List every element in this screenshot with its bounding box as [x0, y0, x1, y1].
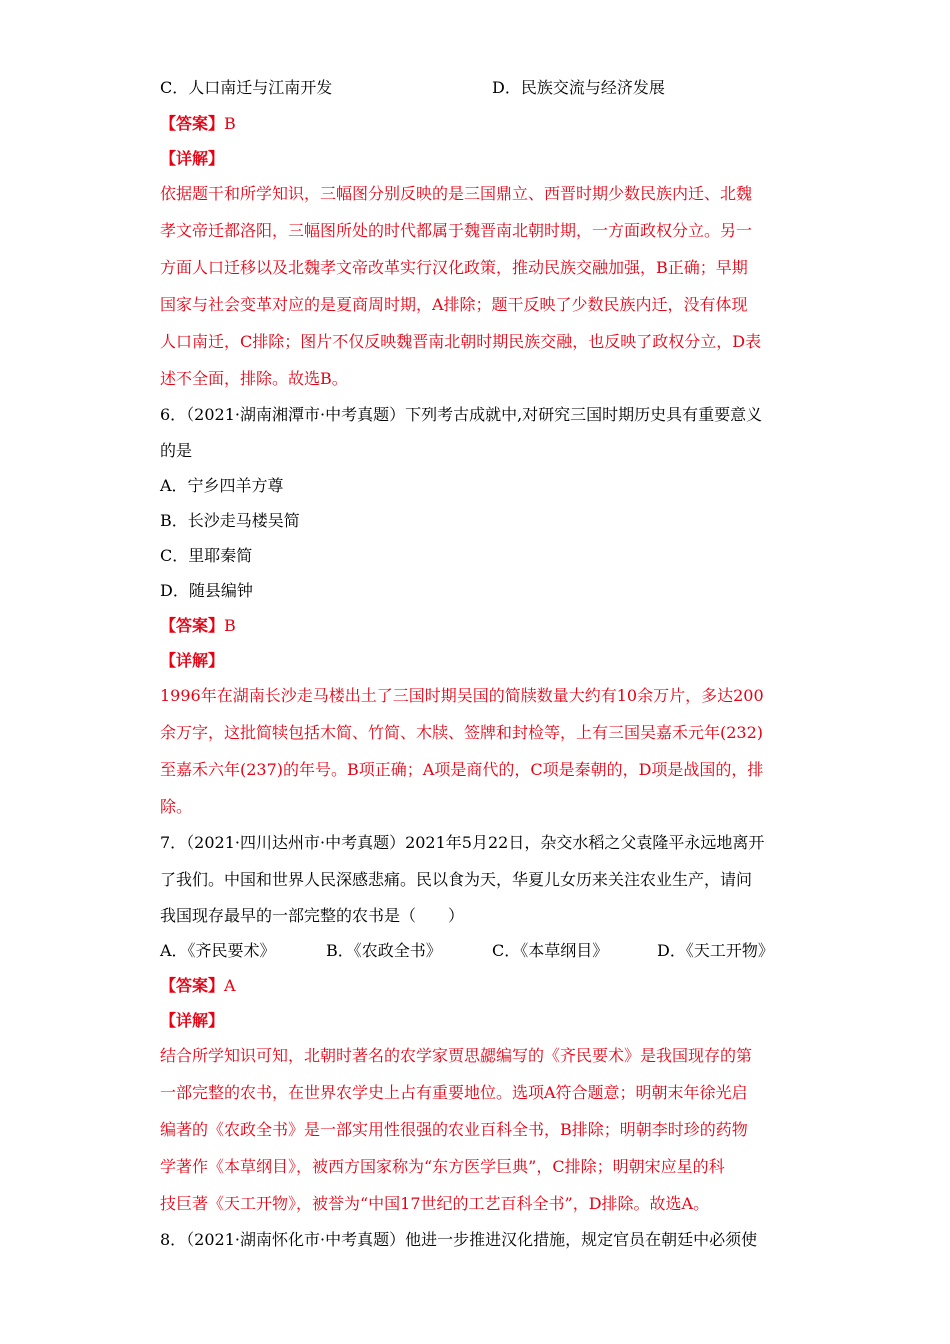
q6-detail-line: 至嘉禾六年(237)的年号。B项正确；A项是商代的，C项是秦朝的，D项是战国的，排	[160, 760, 764, 779]
q6-detail-label: 【详解】	[160, 651, 225, 670]
q5-detail-label: 【详解】	[160, 149, 225, 168]
q5-answer	[160, 113, 800, 135]
q7-detail-line: 学著作《本草纲目》，被西方国家称为“东方医学巨典”，C排除；明朝宋应星的科	[160, 1157, 725, 1176]
q7-stem-line: 我国现存最早的一部完整的农书是（ ）	[160, 906, 465, 925]
q6-option-d: D．随县编钟	[160, 581, 253, 600]
q6-detail-line: 除。	[160, 797, 193, 816]
q7-option-a: A．《齐民要术》	[160, 941, 276, 960]
answer-value: A	[224, 976, 236, 995]
q6-option-b: B．长沙走马楼吴简	[160, 511, 300, 530]
q5-detail-line: 人口南迁，C排除；图片不仅反映魏晋南北朝时期民族交融，也反映了政权分立，D表	[160, 332, 762, 351]
q7-detail-line: 一部完整的农书，在世界农学史上占有重要地位。选项A符合题意；明朝末年徐光启	[160, 1083, 748, 1102]
q7-stem-line: 了我们。中国和世界人民深感悲痛。民以食为天，华夏儿女历来关注农业生产，请问	[160, 870, 753, 889]
q7-option-d: D．《天工开物》	[657, 941, 774, 960]
q6-detail-line: 1996年在湖南长沙走马楼出土了三国时期吴国的简牍数量大约有10余万片，多达200	[160, 686, 764, 705]
q7-option-c: C．《本草纲目》	[492, 941, 609, 960]
q6-detail-line: 余万字，这批简犊包括木简、竹简、木牍、签牌和封检等，上有三国吴嘉禾元年(232)	[160, 723, 764, 742]
q5-detail-line: 述不全面，排除。故选B。	[160, 369, 348, 388]
q7-detail-line: 技巨著《天工开物》，被誉为“中国17世纪的工艺百科全书”，D排除。故选A。	[160, 1194, 710, 1213]
q6-stem-line: 的是	[160, 441, 193, 460]
answer-label: 【答案】	[160, 976, 225, 995]
q7-option-b: B．《农政全书》	[326, 941, 442, 960]
q6-stem-line: 6．（2021·湖南湘潭市·中考真题）下列考古成就中,对研究三国时期历史具有重要意义	[160, 405, 763, 424]
q5-option-c: C．人口南迁与江南开发	[160, 78, 333, 97]
q5-detail-line: 方面人口迁移以及北魏孝文帝改革实行汉化政策，推动民族交融加强，B正确；早期	[160, 258, 748, 277]
q5-detail-line: 孝文帝迁都洛阳，三幅图所处的时代都属于魏晋南北朝时期，一方面政权分立。另一	[160, 221, 753, 240]
q7-detail-line: 编著的《农政全书》是一部实用性很强的农业百科全书，B排除；明朝李时珍的药物	[160, 1120, 748, 1139]
q7-detail-label: 【详解】	[160, 1011, 225, 1030]
q5-option-d: D．民族交流与经济发展	[492, 78, 665, 97]
q7-stem-line: 7．（2021·四川达州市·中考真题）2021年5月22日，杂交水稻之父袁隆平永远地离开	[160, 833, 765, 852]
answer-label: 【答案】	[160, 616, 225, 635]
q5-detail-line: 国家与社会变革对应的是夏商周时期，A排除；题干反映了少数民族内迁，没有体现	[160, 295, 748, 314]
answer-value: B	[224, 114, 236, 133]
q7-answer	[160, 975, 800, 997]
q8-stem-line: 8．（2021·湖南怀化市·中考真题）他进一步推进汉化措施，规定官员在朝廷中必须使	[160, 1230, 758, 1249]
q6-option-c: C．里耶秦简	[160, 546, 253, 565]
q5-detail-line: 依据题干和所学知识，三幅图分别反映的是三国鼎立、西晋时期少数民族内迁、北魏	[160, 184, 753, 203]
answer-label: 【答案】	[160, 114, 225, 133]
q7-detail-line: 结合所学知识可知，北朝时著名的农学家贾思勰编写的《齐民要术》是我国现存的第	[160, 1046, 753, 1065]
q6-answer	[160, 615, 800, 637]
q6-option-a: A．宁乡四羊方尊	[160, 476, 284, 495]
answer-value: B	[224, 616, 236, 635]
